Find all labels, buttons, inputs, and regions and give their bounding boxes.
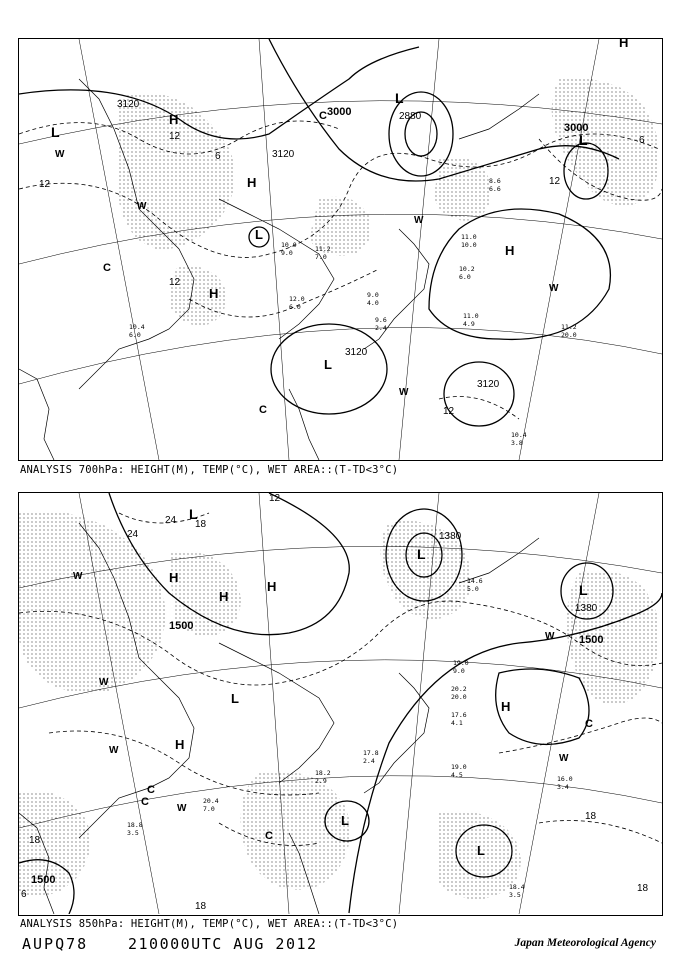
high-marker: H	[209, 286, 219, 301]
contour-label: 2880	[399, 111, 422, 122]
station-obs: 20.0	[561, 331, 577, 339]
warm-marker: W	[545, 631, 555, 642]
station-obs: 6.0	[289, 303, 301, 311]
station-obs: 11.2	[561, 323, 577, 331]
low-marker: L	[255, 227, 263, 242]
station-obs: 18.4	[509, 883, 525, 891]
station-obs: 3.5	[509, 891, 521, 899]
station-obs: 10.4	[129, 323, 145, 331]
wet-areas	[118, 78, 659, 325]
wet-areas	[19, 511, 659, 899]
station-obs: 19.0	[453, 659, 469, 667]
station-obs: 10.0	[461, 241, 477, 249]
low-marker: L	[579, 132, 588, 148]
station-obs: 3.5	[127, 829, 139, 837]
map-panel-850hpa	[18, 492, 663, 916]
cold-marker: C	[259, 404, 267, 416]
valid-time: 210000UTC AUG 2012	[128, 935, 318, 953]
station-obs: 2.9	[315, 777, 327, 785]
temp-label: 18	[195, 901, 207, 912]
map-panel-700hpa	[18, 38, 663, 461]
low-marker: L	[341, 813, 349, 828]
warm-marker: W	[559, 753, 569, 764]
contour-label: 1500	[169, 620, 194, 632]
cold-marker: C	[319, 110, 327, 122]
warm-marker: W	[55, 149, 65, 160]
contour-label: 3120	[117, 99, 140, 110]
weather-map-850hpa	[19, 493, 662, 914]
station-obs: 10.0	[281, 241, 297, 249]
high-marker: H	[267, 579, 277, 594]
low-marker: L	[477, 843, 485, 858]
station-obs: 8.6	[489, 177, 501, 185]
station-obs: 11.2	[315, 245, 331, 253]
station-obs: 20.0	[451, 693, 467, 701]
low-marker: L	[579, 582, 588, 598]
low-marker: L	[231, 691, 239, 706]
low-marker: L	[395, 90, 404, 106]
station-obs: 6.6	[489, 185, 501, 193]
cold-marker: C	[147, 784, 155, 796]
caption-700hpa: ANALYSIS 700hPa: HEIGHT(M), TEMP(°C), WET AREA::(T-TD<3°C)	[20, 464, 399, 476]
warm-marker: W	[177, 803, 187, 814]
temp-label: 12	[39, 179, 51, 190]
high-marker: H	[501, 699, 511, 714]
contour-label: 1380	[575, 603, 598, 614]
warm-marker: W	[109, 745, 119, 756]
station-obs: 11.0	[463, 312, 479, 320]
station-obs: 12.0	[289, 295, 305, 303]
caption-850hpa: ANALYSIS 850hPa: HEIGHT(M), TEMP(°C), WET AREA::(T-TD<3°C)	[20, 918, 399, 930]
high-marker: H	[169, 570, 179, 585]
station-obs: 4.9	[463, 320, 475, 328]
station-obs: 3.8	[511, 439, 523, 447]
contour-label: 1500	[31, 874, 56, 886]
contour-label: 3120	[477, 379, 500, 390]
station-obs: 17.8	[363, 749, 379, 757]
warm-marker: W	[99, 677, 109, 688]
warm-marker: W	[414, 215, 424, 226]
temp-label: 12	[549, 176, 561, 187]
station-obs: 9.0	[453, 667, 465, 675]
temp-label: 12	[169, 277, 181, 288]
station-obs: 14.6	[467, 577, 483, 585]
temp-label: 24	[165, 515, 177, 526]
station-obs: 11.0	[461, 233, 477, 241]
cold-marker: C	[585, 718, 593, 730]
station-obs: 2.4	[363, 757, 375, 765]
agency-credit: Japan Meteorological Agency	[514, 937, 656, 949]
temp-label: 18	[637, 883, 649, 894]
contour-label: 3120	[272, 149, 295, 160]
station-obs: 7.0	[315, 253, 327, 261]
temp-label: 24	[127, 529, 139, 540]
station-obs: 4.0	[367, 299, 379, 307]
high-marker: H	[169, 112, 179, 127]
station-obs: 10.4	[511, 431, 527, 439]
high-marker: H	[505, 243, 515, 258]
contour-label: 1380	[439, 531, 462, 542]
chart-code: AUPQ78	[22, 935, 89, 953]
station-obs: 18.8	[127, 821, 143, 829]
station-obs: 3.4	[557, 783, 569, 791]
contour-label: 1500	[579, 634, 604, 646]
cold-marker: C	[141, 796, 149, 808]
weather-map-700hpa	[19, 39, 662, 460]
temp-label: 12	[443, 406, 455, 417]
cold-marker: C	[265, 830, 273, 842]
high-marker: H	[219, 589, 229, 604]
warm-marker: W	[73, 571, 83, 582]
station-obs: 16.0	[557, 775, 573, 783]
station-obs: 10.2	[459, 265, 475, 273]
station-obs: 4.5	[451, 771, 463, 779]
low-marker: L	[189, 506, 198, 522]
station-obs: 18.2	[315, 769, 331, 777]
station-obs: 4.1	[451, 719, 463, 727]
temp-label: 18	[195, 519, 207, 530]
high-marker: H	[619, 39, 629, 50]
low-marker: L	[51, 124, 60, 140]
temp-label: 12	[269, 493, 281, 504]
low-marker: L	[417, 546, 426, 562]
temp-label: 6	[639, 135, 645, 146]
high-marker: H	[175, 737, 185, 752]
low-marker: L	[324, 357, 332, 372]
station-obs: 6.0	[129, 331, 141, 339]
temp-label: 12	[169, 131, 181, 142]
contour-label: 3120	[345, 347, 368, 358]
temp-label: 18	[585, 811, 597, 822]
warm-marker: W	[399, 387, 409, 398]
station-obs: 5.0	[467, 585, 479, 593]
station-obs: 2.4	[375, 324, 387, 332]
temp-label: 18	[29, 835, 41, 846]
warm-marker: W	[549, 283, 559, 294]
warm-marker: W	[137, 201, 147, 212]
contour-label: 3000	[327, 106, 352, 118]
contour-label: 3000	[564, 122, 589, 134]
station-obs: 20.4	[203, 797, 219, 805]
station-obs: 19.0	[451, 763, 467, 771]
temp-label: 6	[21, 889, 27, 900]
isotherms	[19, 121, 662, 419]
cold-marker: C	[103, 262, 111, 274]
high-marker: H	[247, 175, 257, 190]
station-obs: 20.2	[451, 685, 467, 693]
station-obs: 17.6	[451, 711, 467, 719]
station-obs: 9.0	[367, 291, 379, 299]
temp-label: 6	[215, 151, 221, 162]
station-obs: 7.0	[203, 805, 215, 813]
station-obs: 9.0	[281, 249, 293, 257]
station-obs: 6.0	[459, 273, 471, 281]
station-obs: 9.6	[375, 316, 387, 324]
